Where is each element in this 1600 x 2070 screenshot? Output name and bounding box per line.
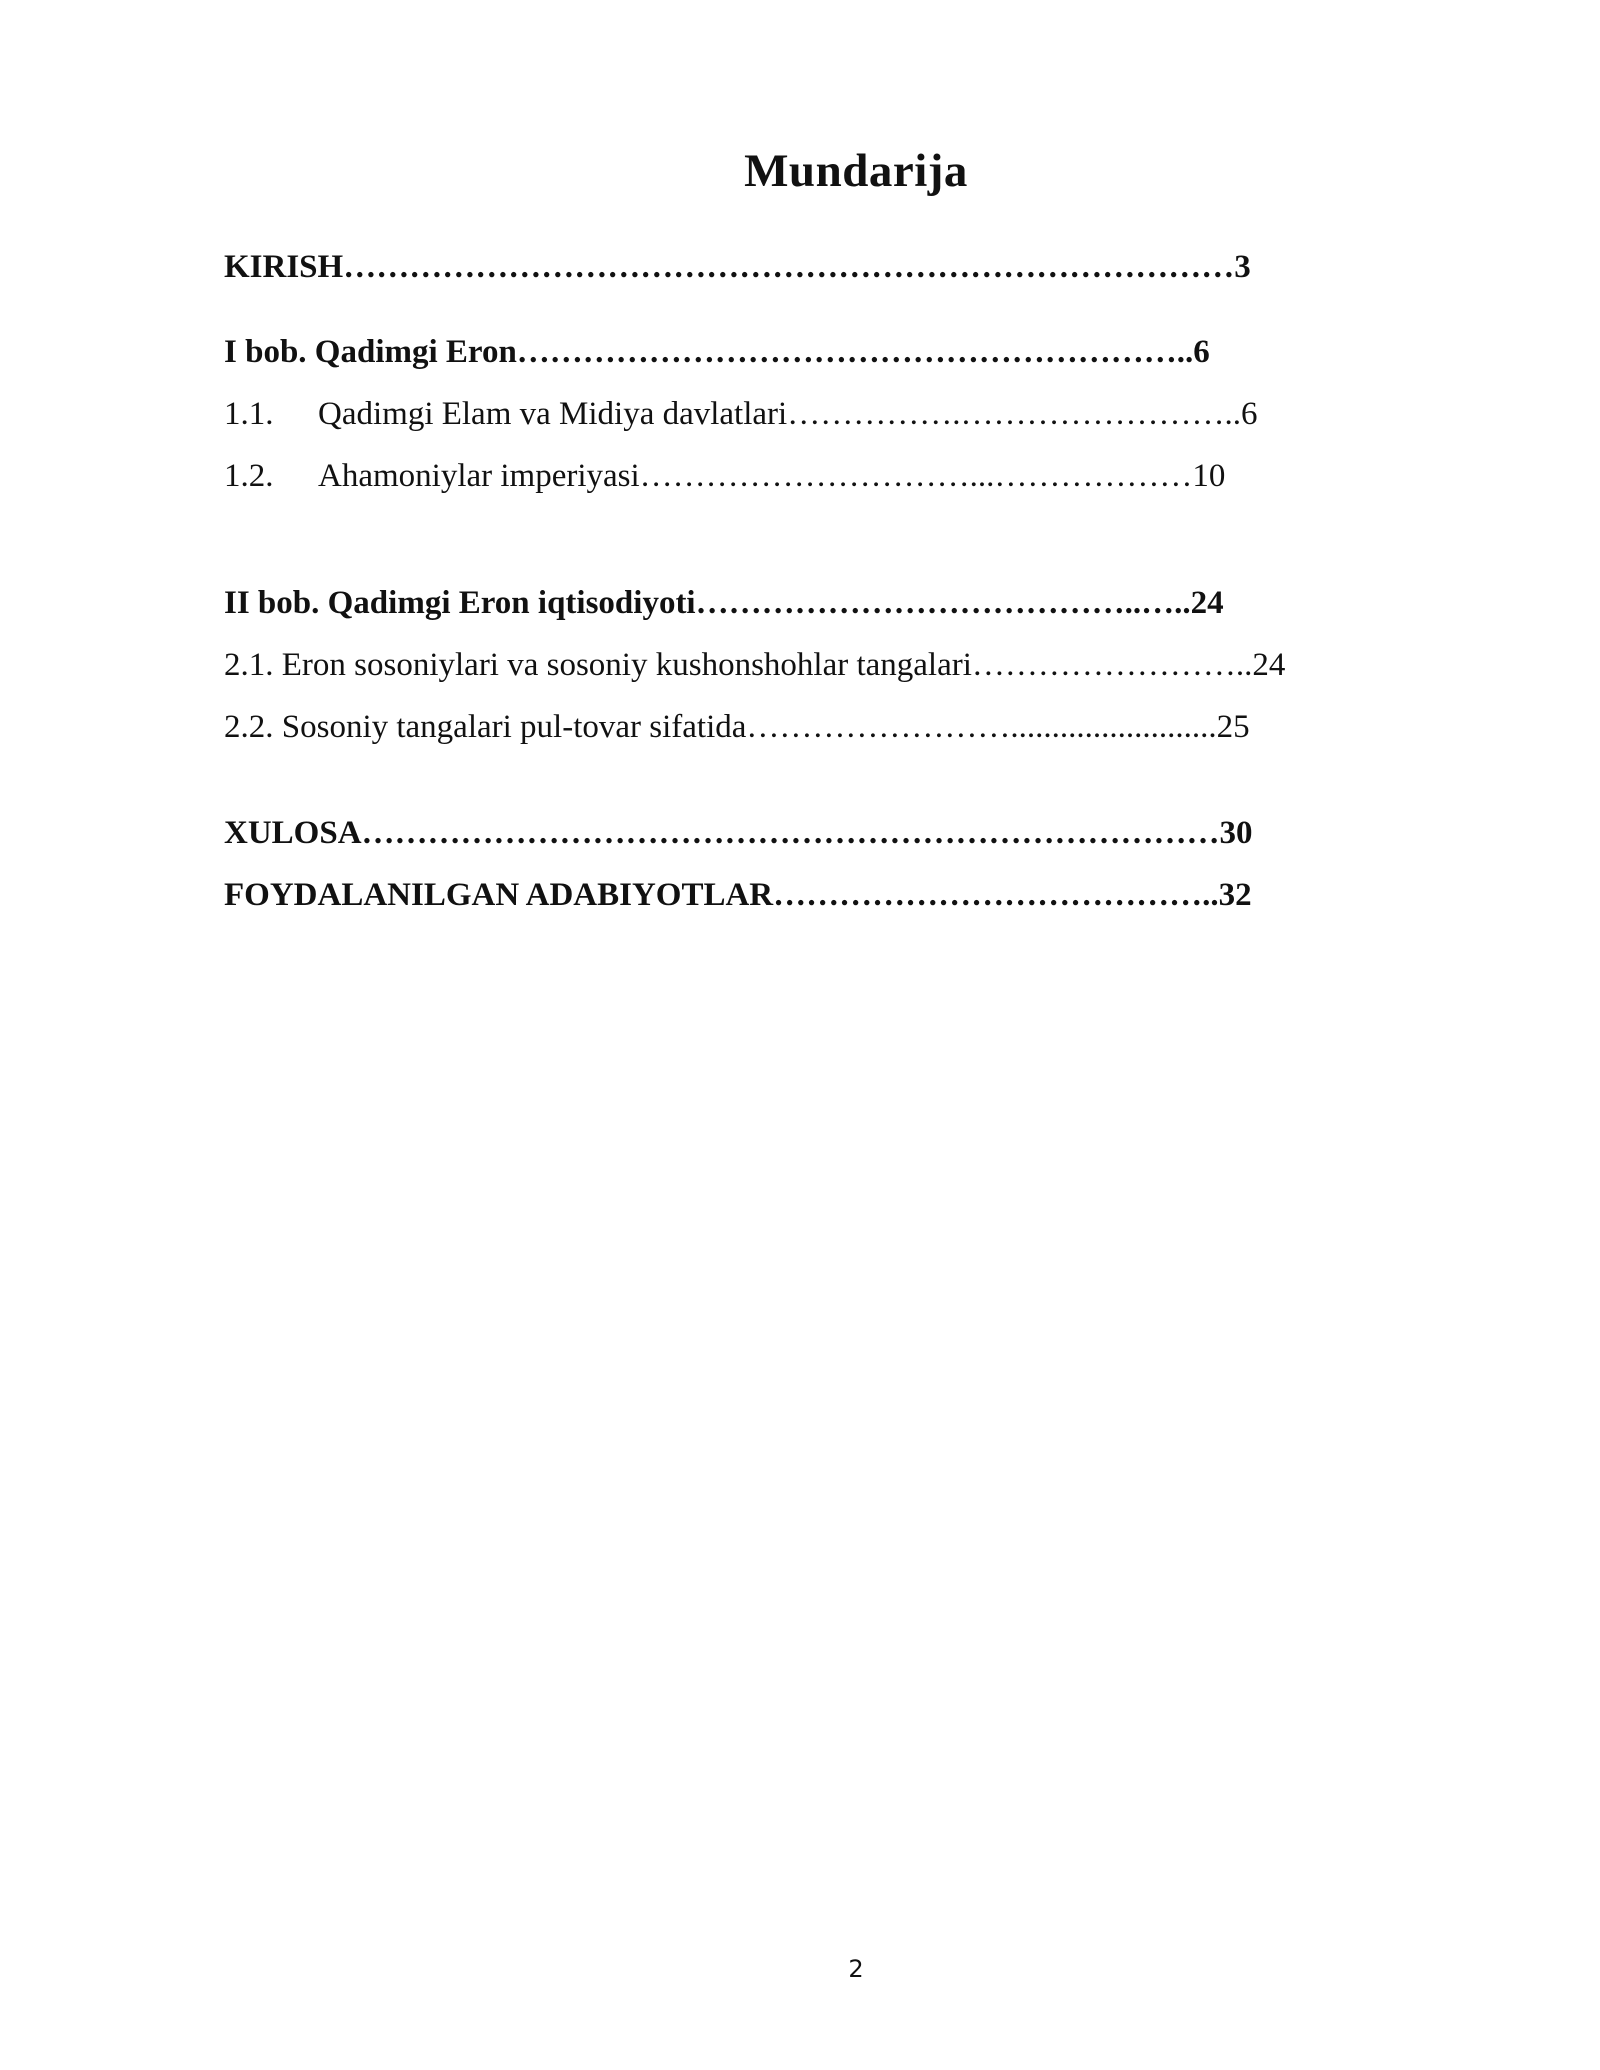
toc-entry-kirish: KIRISH………………………………………………………………………3 (224, 249, 1251, 285)
toc-entry-number: 1.2. (224, 458, 274, 494)
page-title: Mundarija (744, 145, 968, 197)
toc-entry-bibliography: FOYDALANILGAN ADABIYOTLAR…………………………………..32 (224, 877, 1252, 913)
toc-entry-2-1: 2.1. Eron sosoniylari va sosoniy kushonshohlar tangalari……………………..24 (224, 647, 1286, 683)
toc-entry-1-2 (224, 460, 1225, 493)
toc-entry-number: 1.1. (224, 396, 274, 432)
page-number: 2 (848, 1955, 864, 1983)
toc-entry-2-2: 2.2. Sosoniy tangalari pul-tovar sifatida…………………….........................25 (224, 709, 1250, 745)
toc-entry-chapter-2: II bob. Qadimgi Eron iqtisodiyoti…………………………………..…..24 (224, 585, 1224, 621)
toc-entry-text: Qadimgi Elam va Midiya davlatlari…………….……………………..6 (318, 396, 1258, 432)
toc-entry-chapter-1: I bob. Qadimgi Eron……………………………………………………..6 (224, 334, 1210, 370)
toc-entry-text: Ahamoniylar imperiyasi…………………………...………………10 (318, 458, 1226, 494)
toc-entry-xulosa: XULOSA……………………………………………………………………30 (224, 815, 1253, 851)
toc-entry-1-1 (224, 398, 1257, 431)
